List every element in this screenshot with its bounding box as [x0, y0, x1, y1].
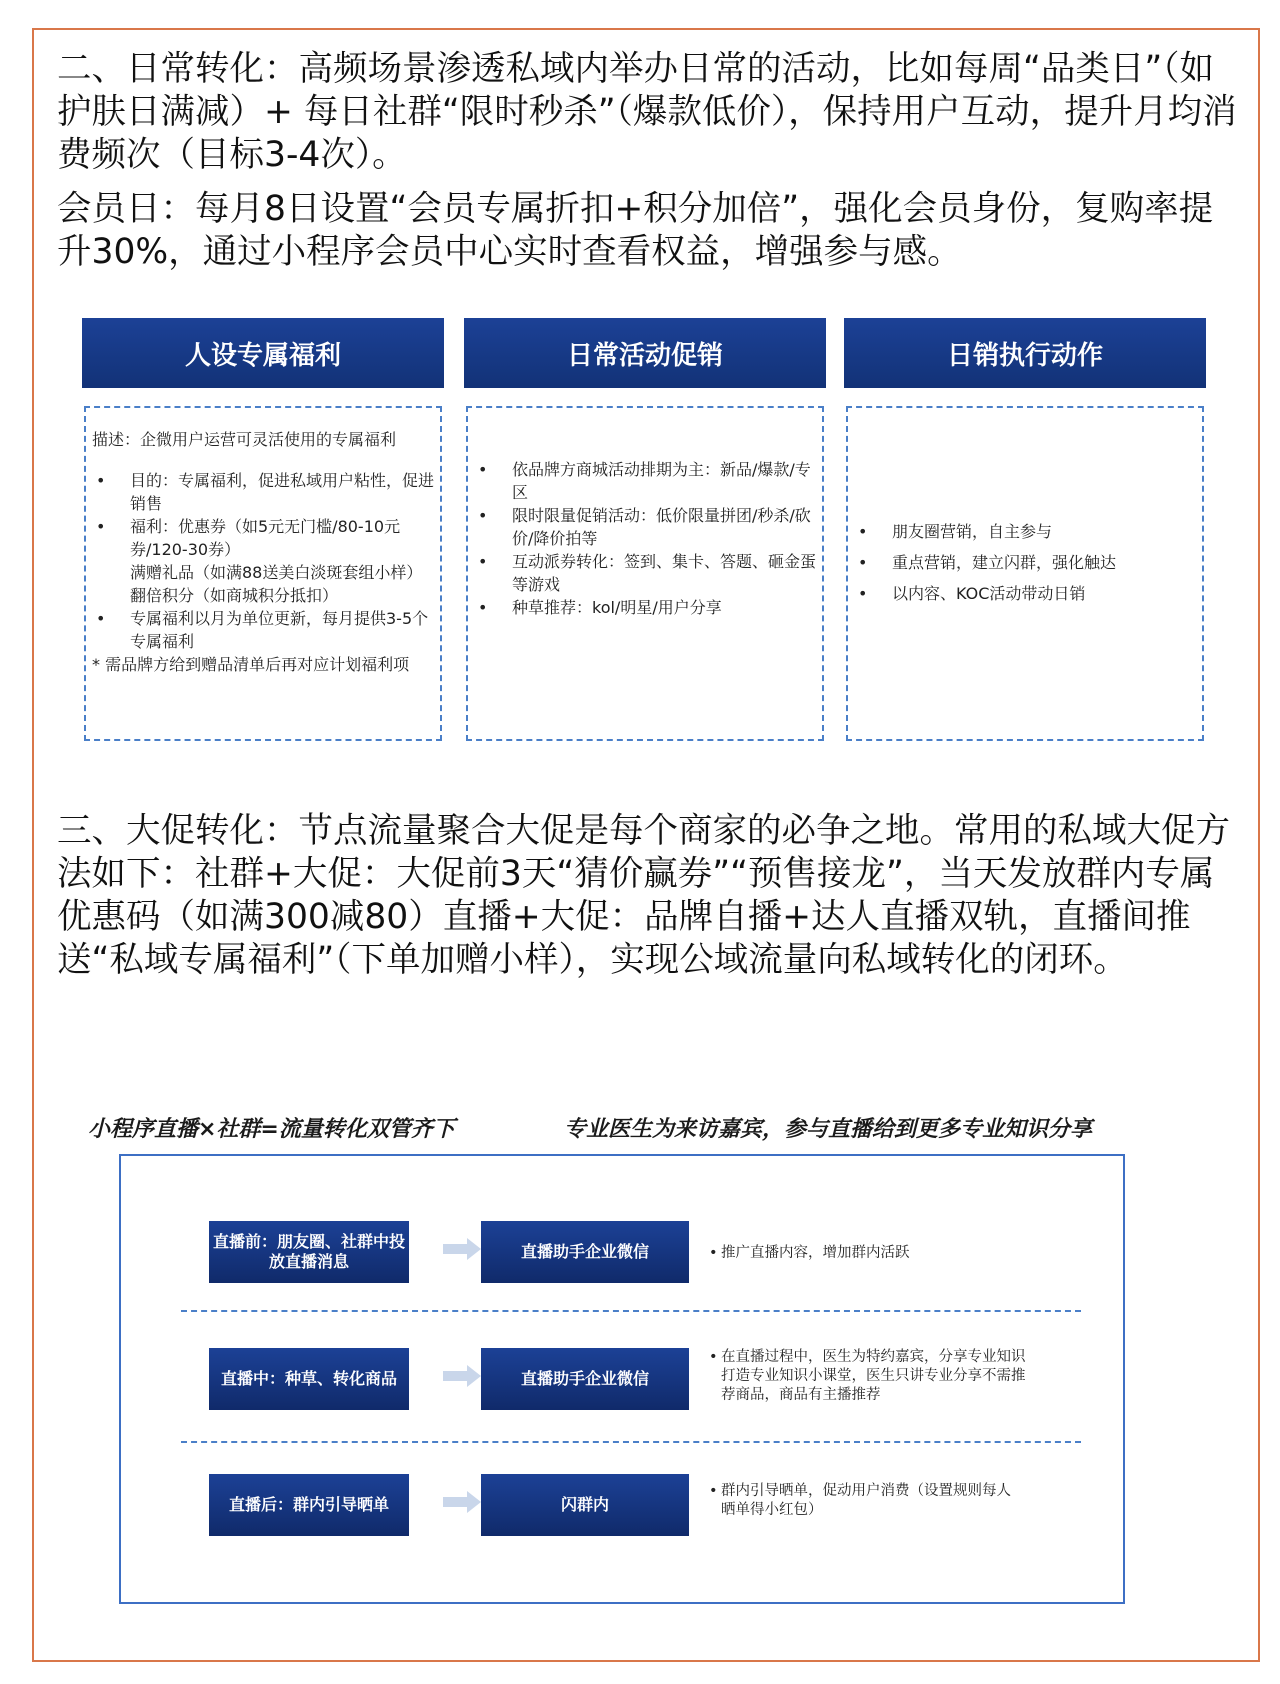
- daily-conversion-figure: [80, 318, 1240, 763]
- list-item: • 专属福利以月为单位更新，每月提供3-5个专属福利: [92, 607, 434, 653]
- list-item: • 种草推荐：kol/明星/用户分享: [474, 596, 816, 619]
- arrow-right-icon: [443, 1491, 481, 1513]
- tool-box-during: 直播助手企业微信: [481, 1348, 689, 1410]
- stage-box-during: 直播中：种草、转化商品: [209, 1348, 409, 1410]
- column-title: 人设专属福利: [82, 318, 444, 388]
- list-item: • 以内容、KOC活动带动日销: [854, 578, 1196, 609]
- column-body: [84, 406, 442, 741]
- note-during: • 在直播过程中，医生为特约嘉宾，分享专业知识打造专业知识小课堂，医生只讲专业分享不需推荐商品，商品有主播推荐: [709, 1349, 1026, 1403]
- column-description: 描述：企微用户运营可灵活使用的专属福利: [92, 430, 397, 449]
- column-daily-actions: [844, 318, 1206, 603]
- list-item: • 朋友圈营销，自主参与: [854, 516, 1196, 547]
- note-after: • 群内引导晒单，促动用户消费（设置规则每人晒单得小红包）: [709, 1483, 1011, 1518]
- note-before: • 推广直播内容，增加群内活跃: [709, 1245, 910, 1261]
- row-divider: [181, 1441, 1081, 1443]
- column-title: 日销执行动作: [844, 318, 1206, 388]
- tool-box-before: 直播助手企业微信: [481, 1221, 689, 1283]
- section3-paragraph: 三、大促转化：节点流量聚合大促是每个商家的必争之地。常用的私域大促方法如下：社群+大促：大促前3天“猜价赢券”“预售接龙”，当天发放群内专属优惠码（如满300减80）直播+大促：品牌自播+达人直播双轨，直播间推送“私域专属福利”（下单加赠小样），实现公域流量向私域转化的闭环。: [57, 811, 1230, 980]
- live-stream-figure: [88, 1112, 1188, 1622]
- column-persona-benefits: [82, 318, 444, 674]
- list-item: • 福利：优惠券（如5元无门槛/80-10元券/120-30券）: [92, 515, 434, 561]
- section2-paragraph-2: 会员日：每月8日设置“会员专属折扣+积分加倍”，强化会员身份，复购率提升30%，通过小程序会员中心实时查看权益，增强参与感。: [57, 189, 1214, 272]
- arrow-right-icon: [443, 1238, 481, 1260]
- column-title: 日常活动促销: [464, 318, 826, 388]
- list-item: • 互动派券转化：签到、集卡、答题、砸金蛋等游戏: [474, 550, 816, 596]
- section2-paragraph-1: 二、日常转化：高频场景渗透私域内举办日常的活动，比如每周“品类日”（如护肤日满减）+ 每日社群“限时秒杀”（爆款低价），保持用户互动，提升月均消费频次（目标3-4次）。: [57, 49, 1237, 175]
- figure-title-right: 专业医生为来访嘉宾，参与直播给到更多专业知识分享: [564, 1117, 1093, 1142]
- column-daily-promotions: [464, 318, 826, 617]
- sub-line: 满赠礼品（如满88送美白淡斑套组小样）: [130, 563, 423, 582]
- sub-line: 翻倍积分（如商城积分抵扣）: [130, 586, 339, 605]
- column-body: [846, 406, 1204, 741]
- tool-box-after: 闪群内: [481, 1474, 689, 1536]
- list-item: • 依品牌方商城活动排期为主：新品/爆款/专区: [474, 458, 816, 504]
- arrow-right-icon: [443, 1365, 481, 1387]
- figure-title-left: 小程序直播×社群=流量转化双管齐下: [88, 1117, 455, 1142]
- list-item: • 重点营销，建立闪群，强化触达: [854, 547, 1196, 578]
- figure-frame: [119, 1154, 1125, 1604]
- stage-box-after: 直播后：群内引导晒单: [209, 1474, 409, 1536]
- list-item: • 限时限量促销活动：低价限量拼团/秒杀/砍价/降价拍等: [474, 504, 816, 550]
- footnote: * 需品牌方给到赠品清单后再对应计划福利项: [92, 655, 410, 674]
- list-item: • 目的：专属福利，促进私域用户粘性，促进销售: [92, 469, 434, 515]
- column-body: [466, 406, 824, 741]
- row-divider: [181, 1310, 1081, 1312]
- stage-box-before: 直播前：朋友圈、社群中投放直播消息: [209, 1221, 409, 1283]
